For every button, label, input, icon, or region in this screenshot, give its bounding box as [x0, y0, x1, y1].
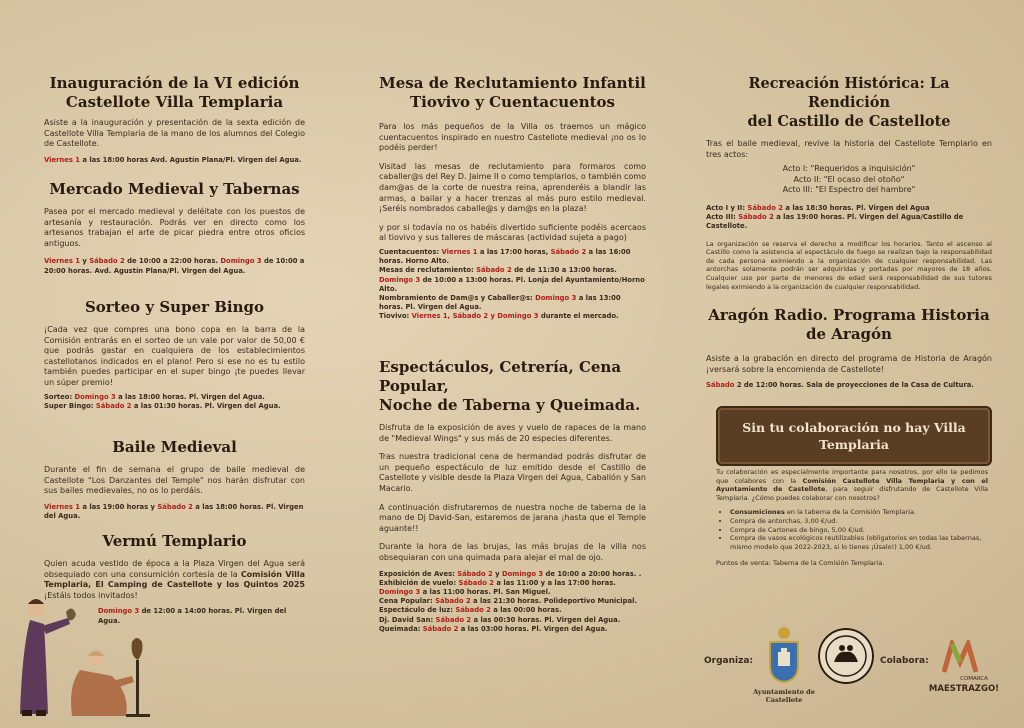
recreacion-title-line1: Recreación Histórica: La Rendición [748, 75, 950, 111]
list-item [730, 508, 988, 517]
list-item [730, 517, 988, 526]
schedule-text: a las 19:00 horas y [80, 502, 158, 511]
schedule-day: Sábado 2 [435, 597, 471, 606]
schedule-text: a las 17:00 horas, [477, 247, 551, 256]
recreacion-intro: Tras el baile medieval, revive la historia del Castellote Templario en tres actos: [706, 139, 992, 159]
schedule-text: a las 11:00 horas. Pl. San Miguel. [420, 587, 551, 596]
schedule-day: Sábado 2 [457, 569, 493, 578]
espect-sched-3 [379, 597, 646, 606]
vermu-body-text: ¡Estáis todos invitados! [44, 590, 138, 600]
inauguracion-body: Asiste a la inauguración y presentación de la sexta edición de Castellote Villa Templaria de la mano de los alumnos del Colegio de Castellote. [44, 118, 305, 149]
schedule-text: a las 18:00 horas. Pl. Virgen del Agua. [115, 392, 265, 401]
schedule-day: Domingo 3 [535, 293, 577, 302]
column-left [0, 0, 341, 728]
baile-body: Durante el fin de semana el grupo de baile medieval de Castellote "Los Danzantes del Temple" nos harán disfrutar con sus bailes medievales, no os lo perdáis. [44, 465, 305, 496]
schedule-text: a las 11:00 y a las 17:00 horas. [494, 578, 616, 587]
schedule-text: 2 de 12:00 horas. Sala de proyecciones de la Casa de Cultura. [734, 381, 974, 390]
espect-sched-1 [379, 570, 646, 579]
recreacion-title-line2: del Castillo de Castellote [747, 113, 951, 130]
baile-schedule [44, 503, 305, 521]
schedule-label: Dj. David San: [379, 615, 436, 624]
ayuntamiento-label [748, 688, 820, 704]
comarca-maestrazgo-logo [942, 640, 978, 674]
column-right [682, 0, 1024, 728]
schedule-text: a las 18:00 horas Avd. Agustín Plana/Pl. Virgen del Agua. [80, 155, 302, 164]
mercado-body: Pasea por el mercado medieval y deléitate con los puestos de artesanía y restauración. Podrás ver en directo como los artesanos trabajan el arte de picar piedra entre otros oficios antiguos. [44, 207, 305, 248]
schedule-day: Sábado 2 [476, 266, 512, 275]
mercado-schedule [44, 257, 305, 275]
schedule-day: Sábado [706, 381, 735, 390]
ayuntamiento-shield-logo [766, 626, 802, 684]
mesa-title-line2: Tiovivo y Cuentacuentos [410, 93, 615, 111]
comarca-label: MAESTRAZGO! [928, 684, 1000, 694]
colabora-label: Colabora: [880, 656, 929, 666]
schedule-day: Sábado 2 [455, 606, 491, 615]
schedule-text: de 10:00 a 20:00 horas. . [543, 569, 642, 578]
schedule-day: Domingo 3 [379, 587, 421, 596]
schedule-day: Domingo 3 [74, 392, 116, 401]
banner-text [742, 419, 966, 453]
inauguracion-title-line1: Inauguración de la VI edición [49, 74, 300, 92]
schedule-day: Sábado 2 [95, 401, 132, 410]
mesa-p3: y por si todavía no os habéis divertido suficiente podéis acercaos al tiovivo y sus talleres de máscaras (actividad sujeta a pago) [379, 222, 646, 243]
schedule-text: a las 19:00 horas. Pl. Virgen del Agua/Castillo de Castellote. [706, 213, 964, 231]
list-item-text: Compra de Cartones de bingo, 5,00 €/ud. [730, 525, 865, 534]
colaboracion-bold: Comisión Castellote Villa Templaria y con el Ayuntamiento de Castellote [716, 476, 988, 494]
schedule-text: a las 03:00 horas. Pl. Virgen del Agua. [458, 624, 608, 633]
schedule-day: Sábado 2 [422, 624, 459, 633]
recreacion-acto-3: Acto III: "El Espectro del hambre" [782, 185, 916, 195]
schedule-label: Exposición de Aves: [379, 569, 458, 578]
section-inauguracion [44, 74, 305, 165]
sorteo-title: Sorteo y Super Bingo [84, 298, 265, 316]
schedule-text: de de 11:30 a 13:00 horas. [511, 266, 617, 275]
schedule-label: Sorteo: [44, 392, 75, 401]
vermu-body-text: Quien acuda vestido de época a la Plaza Virgen del Agua será obsequiado con una consumición cortesía de la [44, 559, 305, 579]
list-item [730, 534, 988, 551]
schedule-label: Mesas de reclutamiento: [379, 266, 477, 275]
schedule-text: a las 16:00 horas. Horno Alto. [379, 247, 631, 266]
schedule-day: Sábado 2 [550, 247, 587, 256]
list-item-text: Compra de antorchas, 3,00 €/ud. [730, 516, 838, 525]
radio-title-line1: Aragón Radio. Programa Historia [708, 306, 990, 324]
mesa-p1: Para los más pequeños de la Villa os traemos un mágico cuentacuentos inspirado en nuestro Castellote medieval ¡no os lo podéis perder! [379, 122, 646, 153]
banner-line1: Sin tu colaboración no hay Villa [742, 420, 966, 435]
inauguracion-title [44, 74, 305, 112]
mesa-sched-2 [379, 266, 646, 294]
radio-title-line2: de Aragón [806, 325, 892, 343]
schedule-text: y [492, 569, 502, 578]
schedule-day: Sábado 2 [89, 257, 125, 266]
mesa-title-line1: Mesa de Reclutamiento Infantil [379, 74, 646, 92]
templar-seal-logo [818, 628, 874, 684]
vermu-title: Vermú Templario [102, 532, 247, 550]
schedule-text: a las 21:30 horas. Polideportivo Municipal. [470, 597, 637, 606]
schedule-day: Domingo 3 [501, 569, 544, 578]
radio-body: Asiste a la grabación en directo del programa de Historia de Aragón ¡versará sobre la encomienda de Castellote! [706, 354, 992, 374]
mercado-title: Mercado Medieval y Tabernas [49, 180, 300, 198]
mesa-sched-1 [379, 248, 646, 266]
section-sorteo [44, 298, 305, 411]
inauguracion-title-line2: Castellote Villa Templaria [65, 93, 284, 111]
section-colaboracion [716, 468, 988, 568]
colaboracion-text: Tu colaboración es especialmente importante para nosotros, por ello te pedimos que colabores con la [716, 468, 988, 485]
schedule-text: durante el mercado. [538, 312, 619, 321]
espectaculos-p2: Tras nuestra tradicional cena de hermandad podrás disfrutar de un pequeño espectáculo de luz emitido desde el Castillo de Castellote y visible desde la Plaza Virgen del Agua, Caballón y San Macario. [379, 452, 646, 493]
puntos-venta: Puntos de venta: Taberna de la Comisión Templaria. [716, 559, 885, 568]
schedule-text: a las 18:00 horas. Pl. Virgen del Agua. [44, 502, 304, 520]
mesa-p2: Visitad las mesas de reclutamiento para formaros como caballer@s del Rey D. Jaime II o como templarios, o también como dam@as de la corte de nuestra reina, aprenderéis a blandir las armas, a bailar y a hacer trenzas al más puro estilo medieval. ¡Seréis nombrados caballe@s y dam@s en la plaza! [379, 161, 646, 214]
espect-sched-2 [379, 579, 646, 597]
schedule-text: de 12:00 a 14:00 horas. Pl. Virgen del Agua. [98, 607, 287, 625]
section-radio [706, 306, 992, 390]
list-item-text: Compra de vasos ecológicos reutilizables (obligatorios en todas las tabernas, mismo modelo que 2022-2023, si lo tienes ¡Úsalo!) 1,00 €/ud. [730, 534, 982, 551]
list-item-bold: Consumiciones [730, 508, 785, 517]
bingo-schedule [44, 402, 305, 411]
espect-sched-4 [379, 606, 646, 615]
column-middle [341, 0, 682, 728]
recreacion-legal: La organización se reserva el derecho a modificar los horarios. Tanto el ascenso al Castillo como la asistencia al espectáculo de fuego se realizan bajo la responsabilidad de cada persona eximiendo a la organización de cualquier responsabilidad. Las antorchas solamente podrán ser adquiridas y portadas por mayores de 18 años. Cualquier uso por parte de menores de edad será responsabilidad de sus tutores legales eximiendo a la organización de cualquier responsabilidad. [706, 239, 992, 291]
sorteo-schedule [44, 393, 305, 402]
espectaculos-p3: A continuación disfrutaremos de nuestra noche de taberna de la mano de Dj David-San, estaremos de jarana ¡hasta que el Temple aguante!! [379, 502, 646, 533]
organiza-label: Organiza: [704, 656, 754, 666]
mesa-sched-4 [379, 312, 646, 321]
section-espectaculos [379, 358, 646, 634]
schedule-day: Viernes 1, Sábado 2 y Domingo 3 [411, 312, 539, 321]
schedule-label: Super Bingo: [44, 401, 96, 410]
schedule-label: Cena Popular: [379, 597, 436, 606]
inauguracion-schedule [44, 156, 305, 165]
schedule-day: Viernes 1 [441, 247, 478, 256]
schedule-day: Domingo 3 [220, 257, 262, 266]
radio-schedule [706, 381, 992, 390]
espectaculos-p1: Disfruta de la exposición de aves y vuelo de rapaces de la mano de "Medieval Wings" y sus más de 20 especies diferentes. [379, 423, 646, 443]
schedule-text: a las 01:30 horas. Pl. Virgen del Agua. [131, 401, 281, 410]
schedule-label: Acto I y II: [706, 203, 748, 212]
schedule-text: de 10:00 a 13:00 horas. Pl. Lonja del Ayuntamiento/Horno Alto. [379, 275, 645, 293]
espect-sched-5 [379, 616, 646, 625]
ayuntamiento-label-line1: Ayuntamiento de [753, 688, 815, 696]
schedule-text: a las 18:30 horas. Pl. Virgen del Agua [783, 203, 930, 212]
schedule-text: a las 13:00 horas. Pl. Virgen del Agua. [379, 293, 621, 312]
schedule-day: Viernes 1 [44, 257, 81, 266]
radio-title [706, 306, 992, 344]
colaboracion-banner [716, 406, 992, 466]
espectaculos-title-line2: Noche de Taberna y Queimada. [379, 396, 641, 414]
schedule-label: Espectáculo de luz: [379, 606, 456, 615]
schedule-text: y [80, 257, 90, 266]
section-recreacion [706, 74, 992, 291]
recreacion-acto-1: Acto I: "Requeridos a inquisición" [782, 164, 916, 174]
banner-line2: Templaria [818, 437, 890, 452]
espectaculos-p4: Durante la hora de las brujas, las más brujas de la villa nos obsequiaran con una quimada para alejar el mal de ojo. [379, 542, 646, 562]
espect-sched-6 [379, 625, 646, 634]
schedule-day: Sábado 2 [435, 615, 472, 624]
schedule-label: Nombramiento de Dam@s y Caballer@s: [379, 293, 536, 302]
section-mesa [379, 74, 646, 322]
schedule-day: Sábado 2 [738, 213, 774, 222]
schedule-day: Viernes 1 [44, 502, 81, 511]
schedule-day: Domingo 3 [379, 275, 421, 284]
schedule-label: Acto III: [706, 213, 739, 222]
comarca-label-small: COMARCA [960, 676, 988, 682]
recreacion-sched-2 [706, 213, 992, 231]
schedule-label: Tiovivo: [379, 312, 412, 321]
medieval-figures-illustration [8, 590, 156, 722]
list-item-text: en la taberna de la Comisión Templaria. [784, 508, 916, 517]
colaboracion-intro [716, 468, 988, 502]
mesa-title [379, 74, 646, 112]
vermu-body-bold: Comisión Villa Templaria, El Camping de Castellote y los Quintos 2025 [44, 569, 305, 590]
colaboracion-list [716, 508, 988, 551]
section-baile [44, 438, 305, 521]
baile-title: Baile Medieval [112, 438, 237, 456]
schedule-day: Sábado 2 [458, 578, 495, 587]
list-item [730, 526, 988, 535]
espectaculos-title-line1: Espectáculos, Cetrería, Cena Popular, [379, 358, 622, 395]
schedule-text: de 10:00 a 20:00 horas. Avd. Agustín Plana/Pl. Virgen del Agua. [44, 257, 305, 275]
espectaculos-title [379, 358, 646, 415]
schedule-text: a las 00:30 horas. Pl. Virgen del Agua. [471, 615, 621, 624]
recreacion-acto-2: Acto II: "El ocaso del otoño" [793, 174, 905, 184]
recreacion-sched-1 [706, 204, 992, 213]
section-mercado [44, 180, 305, 276]
schedule-day: Sábado 2 [157, 502, 193, 511]
schedule-label: Exhibición de vuelo: [379, 578, 459, 587]
sorteo-body: ¡Cada vez que compres una bono copa en la barra de la Comisión entrarás en el sorteo de un vale por valor de 50,00 € que podrás gastar en cualquiera de los establecimientos castellotanos indicados en el plano! Pero si ese no es tu estilo también puedes participar en el super bingo ¡te puedes llevar un súper premio! [44, 325, 305, 387]
ayuntamiento-label-line2: Castellote [765, 696, 803, 704]
colaboracion-text: , para seguir disfrutando de Castellote Villa Templaria. ¿Cómo puedes colaborar con nosotros? [716, 485, 988, 502]
schedule-day: Sábado 2 [747, 203, 783, 212]
schedule-day: Viernes 1 [44, 155, 81, 164]
schedule-text: a las 00:00 horas. [490, 606, 562, 615]
recreacion-title [706, 74, 992, 131]
schedule-label: Queimada: [379, 624, 423, 633]
schedule-day: Domingo 3 [98, 607, 140, 616]
schedule-text: de 10:00 a 22:00 horas. [124, 257, 221, 266]
mesa-sched-3 [379, 294, 646, 312]
schedule-label: Cuentacuentos: [379, 247, 442, 256]
